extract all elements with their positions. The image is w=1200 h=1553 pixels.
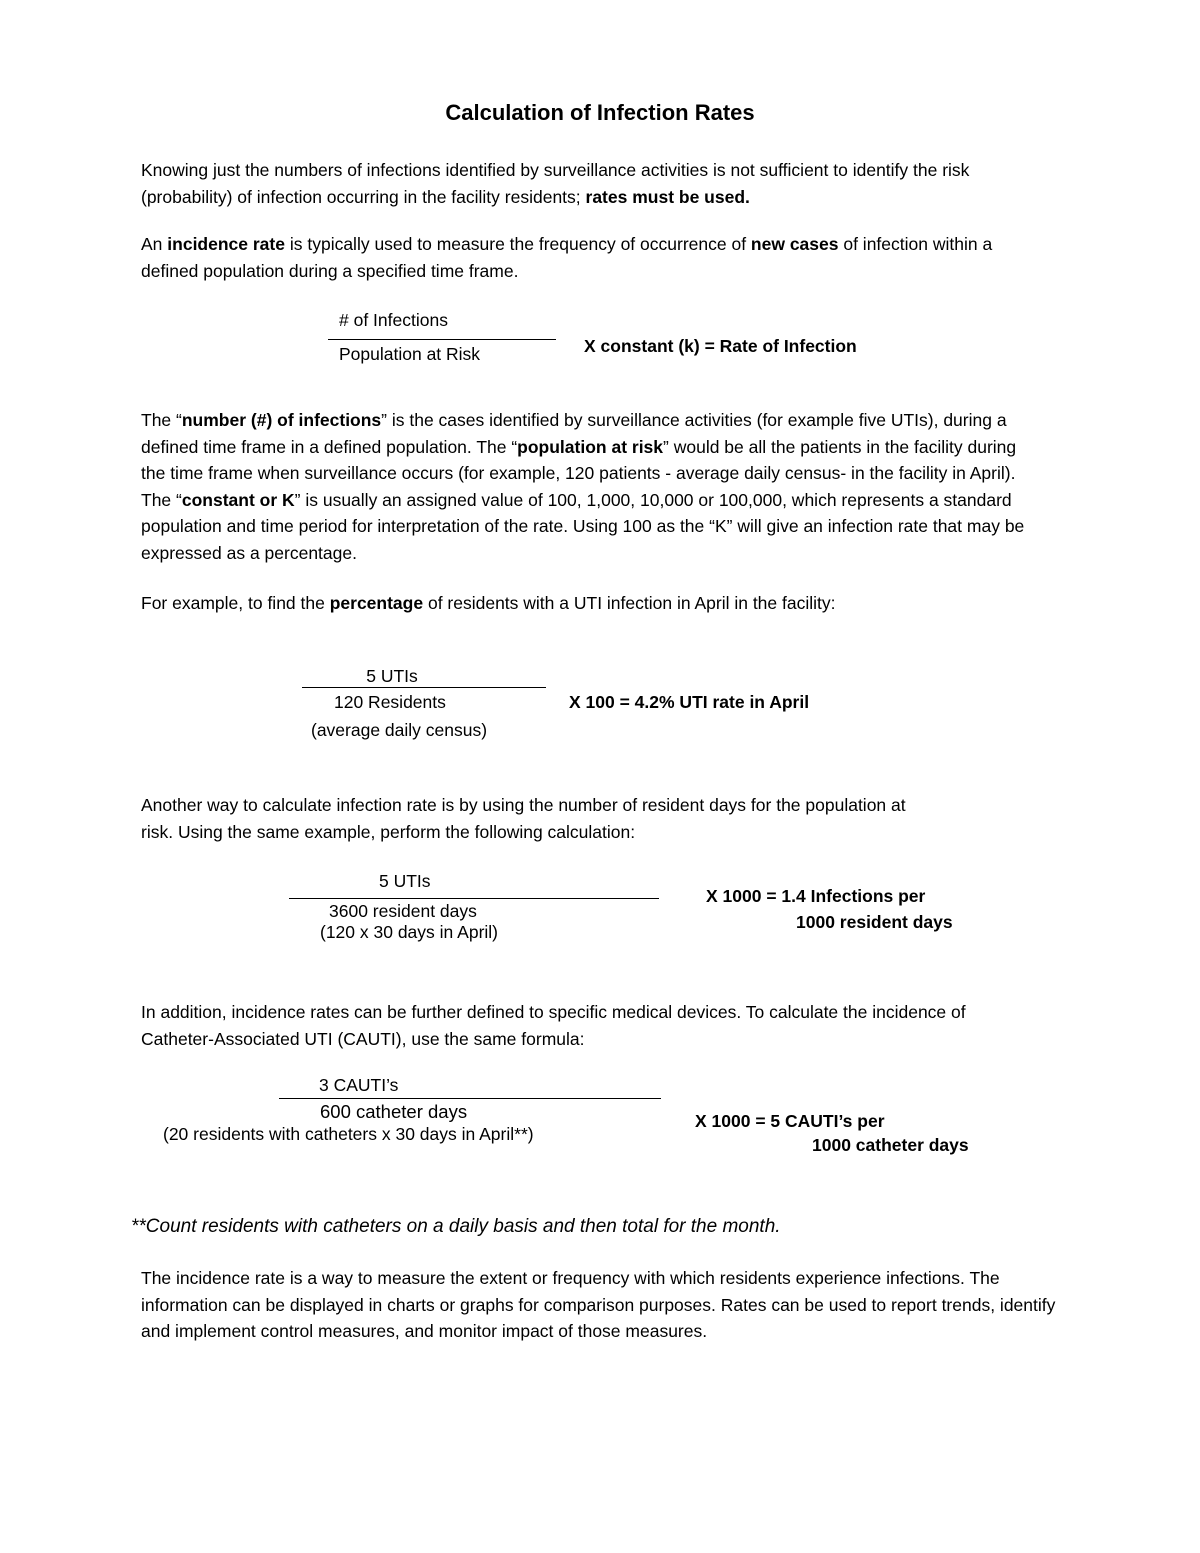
- formula3-result-line1: X 1000 = 1.4 Infections per: [706, 886, 926, 906]
- explanation-paragraph: [141, 407, 1041, 566]
- population-at-risk-term: population at risk: [517, 436, 664, 457]
- formula4-fraction-bar: [279, 1098, 661, 1099]
- formula2-numerator: 5 UTIs: [366, 666, 418, 686]
- formula4-note: (20 residents with catheters x 30 days in April**): [163, 1124, 534, 1144]
- formula3-numerator: 5 UTIs: [379, 871, 431, 891]
- addition-paragraph: In addition, incidence rates can be further defined to specific medical devices. To calculate the incidence of Catheter-Associated UTI (CAUTI), use the same formula:: [141, 1002, 966, 1049]
- explanation-text-c: ” is the cases identified by surveillance activities (for example five UTIs), during a defined time frame in a defined population. The “: [141, 410, 1007, 457]
- intro-bold-text: rates must be used.: [585, 186, 750, 207]
- formula2-result: X 100 = 4.2% UTI rate in April: [569, 692, 810, 712]
- footnote: **Count residents with catheters on a daily basis and then total for the month.: [131, 1216, 781, 1237]
- incidence-text-d: of infection within a defined population during a specified time frame.: [141, 234, 993, 281]
- page-title: Calculation of Infection Rates: [445, 100, 755, 125]
- explanation-text-d: ” would be all the patients in the facility during the time frame when surveillance occurs (for example, 120 patients - average daily census- in the facility in April). The “: [141, 436, 1017, 510]
- formula4-denominator: 600 catheter days: [320, 1101, 468, 1122]
- percentage-term: percentage: [329, 593, 424, 613]
- intro-paragraph: [141, 157, 1051, 210]
- new-cases-term: new cases: [750, 234, 839, 254]
- incidence-paragraph: [141, 231, 1051, 284]
- formula3-note: (120 x 30 days in April): [320, 922, 499, 942]
- formula4-result-line2: 1000 catheter days: [812, 1135, 969, 1155]
- incidence-text-a: An: [141, 234, 168, 254]
- formula4-numerator: 3 CAUTI’s: [319, 1075, 399, 1095]
- formula3-denominator: 3600 resident days: [329, 901, 477, 921]
- incidence-term: incidence rate: [167, 234, 285, 254]
- formula2-denominator: 120 Residents: [334, 692, 446, 712]
- formula2-fraction-bar: [302, 687, 546, 688]
- formula2-note: (average daily census): [311, 720, 488, 740]
- formula1-fraction-bar: [328, 339, 556, 340]
- explanation-text-e: ” is usually an assigned value of 100, 1,000, 10,000 or 100,000, which represents a standard population and time period for interpretation of the rate. Using 100 as the “K” will give an infection rate that may be expressed as a percentage.: [141, 489, 1025, 563]
- example-text-a: For example, to find the: [141, 593, 330, 613]
- another-way-paragraph: Another way to calculate infection rate is by using the number of resident days for the population at risk. Using the same example, perform the following calculation:: [141, 795, 906, 842]
- intro-text: Knowing just the numbers of infections identified by surveillance activities is not sufficient to identify the risk (probability) of infection occurring in the facility residents;: [141, 160, 970, 207]
- formula1-denominator: Population at Risk: [339, 344, 481, 364]
- explanation-text-a: The “: [141, 410, 182, 430]
- example-text-c: of residents with a UTI infection in April in the facility:: [423, 593, 836, 613]
- constant-term: constant or K: [181, 489, 295, 510]
- formula1-numerator: # of Infections: [339, 310, 448, 330]
- closing-paragraph: The incidence rate is a way to measure the extent or frequency with which residents experience infections. The information can be displayed in charts or graphs for comparison purposes. Rates can be used to report trends, identify and implement control measures, and monitor impact of those measures.: [141, 1268, 1056, 1341]
- example-paragraph: [141, 590, 1051, 617]
- formula4-result-line1: X 1000 = 5 CAUTI’s per: [695, 1111, 885, 1131]
- formula3-fraction-bar: [289, 898, 659, 899]
- formula3-result-line2: 1000 resident days: [796, 912, 953, 932]
- formula1-result: X constant (k) = Rate of Infection: [584, 336, 857, 356]
- incidence-text-c: is typically used to measure the frequency of occurrence of: [284, 234, 751, 254]
- number-of-infections-term: number (#) of infections: [181, 410, 382, 430]
